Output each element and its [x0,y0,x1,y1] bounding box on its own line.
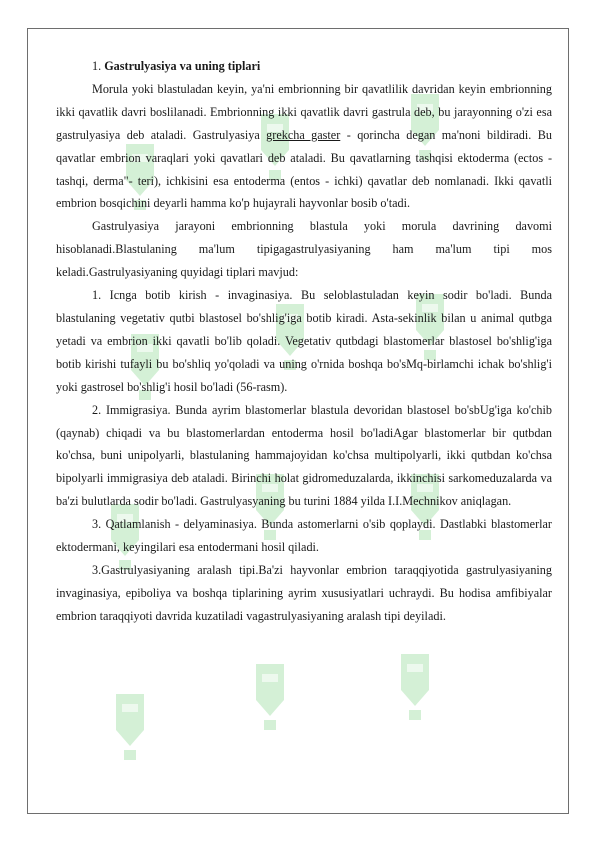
paragraph-6: 3.Gastrulyasiyaning aralash tipi.Ba'zi hayvonlar embrion taraqqiyotida gastrulyasiyaning invaginasiya, epiboliya va boshqa tiplarining ayrim xususiyatlari uchraydi. Bu hodisa amfibiyalar embrion taraqqiyoti davrida kuzatiladi vagastrulyasiyaning aralash tipi deyiladi. [56,562,552,623]
heading-title: Gastrulyasiya va uning tiplari [104,59,261,73]
paragraph-2: Gastrulyasiya jarayoni embrionning blastula yoki morula davrining davomi hisoblanadi.Blastulaning ma'lum tipigagastrulyasiyaning ham ma'lum tipi mos keladi.Gastrulyasiyaning quyidagi tiplari mavjud: [56,219,552,280]
document-body [56,55,552,628]
green-shield-watermark-icon [250,660,290,732]
paragraph-5: 3. Qatlamlanish - delyaminasiya. Bunda astomerlarni o'sib qoplaydi. Dastlabki blastomerlar ektodermani, keyingilari esa entodermani hosil qiladi. [56,517,552,555]
paragraph-1 [56,78,552,215]
paragraph-1-part-2: - qorincha degan ma'noni bildiradi. Bu qavatlar embrion varaqlari yoki qavatlari deb ataladi. Bu qavatlarning tashqisi ektoderma (ectos - tashqi, derma"- teri), ichkisini esa entoderma (entos - ichki) qavatlar deb nomlanadi. Ikki qavatli embrion bosqichini deyarli hamma ko'p hujayrali hayvonlar bosib o'tadi. [56,127,552,211]
paragraph-4: 2. Immigrasiya. Bunda ayrim blastomerlar blastula devoridan blastosel bo'sbUg'iga ko'chib (qaynab) chiqadi va bu blastomerlardan entoderma hosil bo'ladiAgar blastomerlar bir qutbdan ko'chsa, buni unipolyarli, blastulaning hammajoyidan ko'chsa multipolyarli, ikki qutbdan ko'chsa bipolyarli immigrasiya deb ataladi. Birinchi holat gidromeduzalarda, ikkinchisi sarkomeduzalarda va ba'zi bulutlarda sodir bo'ladi. Gastrulyasyaning bu turini 1884 yilda I.I.Mechnikov aniqlagan. [56,402,552,509]
underlined-term[interactable]: grekcha gaster [266,127,341,142]
heading-number: 1. [92,59,102,73]
green-shield-watermark-icon [395,650,435,722]
section-heading [56,55,552,78]
green-shield-watermark-icon [110,690,150,762]
paragraph-1-part-1: Morula yoki blastuladan keyin, ya'ni embrionning bir qavatlilik davridan keyin embrionning ikki qavatlik davri boslilanadi. Embrionning ikki qavatlik davri gastrula deb, bu jarayonning o'zi esa gastrulyasiya deb ataladi. Gastrulyasiya [56,81,552,142]
paragraph-3: 1. Icnga botib kirish - invaginasiya. Bu seloblastuladan keyin sodir bo'ladi. Bunda blastulaning vegetativ qutbi blastosel bo'shlig'iga botib kiradi. Asta-sekinlik bilan u animal qutbga yetadi va embrion ikki qavatli bo'lib qoladi. Vegetativ qutbdagi blastomerlar blastosel bo'shlig'iga botib kirishi tufayli bu bo'shliq yo'qoladi va uning o'rnida boshqa bo'sMq-birlamchi ichak bo'shlig'i yoki gastrosel bo'shlig'i hosil bo'ladi (56-rasm). [56,288,552,394]
